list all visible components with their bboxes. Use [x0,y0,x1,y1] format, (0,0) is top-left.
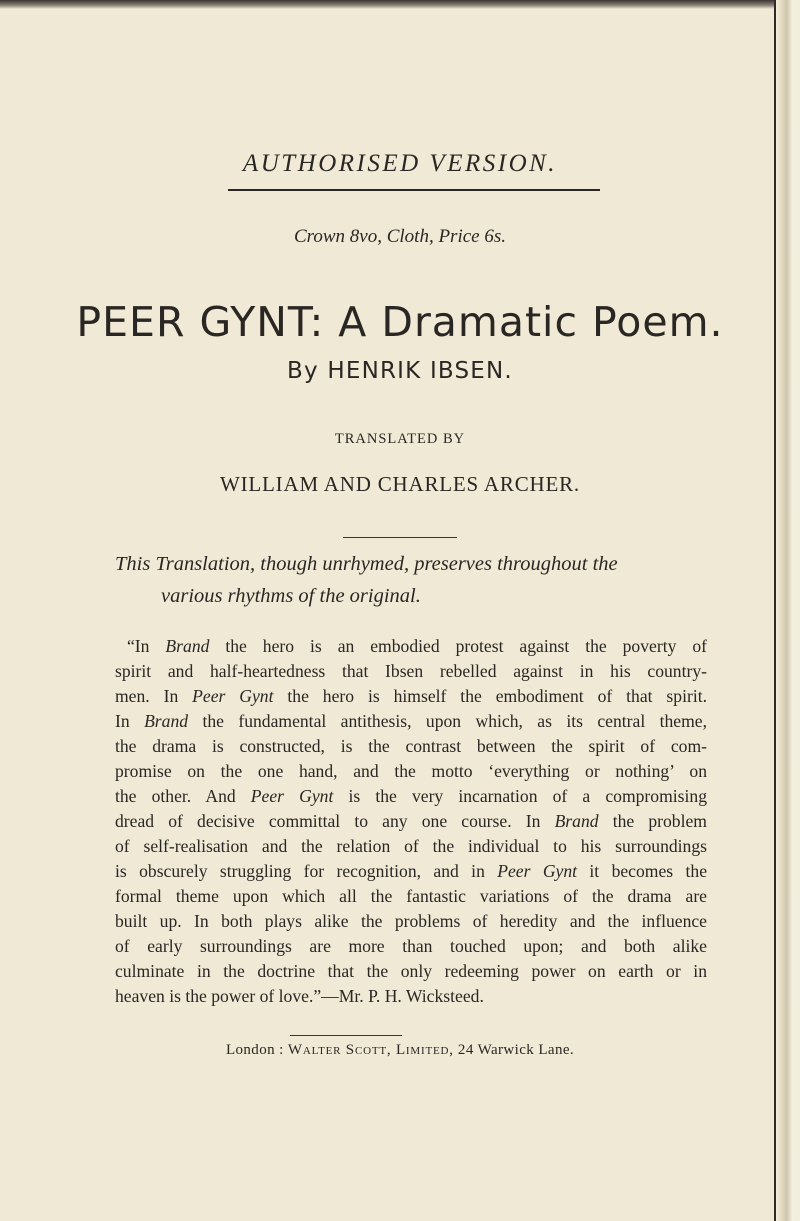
quote-line: spirit and half-heartedness that Ibsen rebelled against in his country- [115,661,707,681]
quote-line: promise on the one hand, and the motto ‘everything or nothing’ on [115,761,707,781]
quote-line: the other. And Peer Gynt is the very incarnation of a compromising [115,786,707,806]
page-top-edge [0,0,800,9]
imprint-address: 24 Warwick Lane. [453,1042,575,1058]
translation-note-line-2: various rhythms of the original. [161,585,421,607]
heading-underline [228,189,600,191]
authorised-version-heading: AUTHORISED VERSION. [242,150,558,177]
imprint-divider [290,1035,402,1036]
quote-line: “In Brand the hero is an embodied protest against the poverty of [127,636,707,656]
imprint-publisher: Walter Scott, Limited, [287,1042,454,1058]
author-line: By HENRIK IBSEN. [287,358,513,384]
translation-note [115,548,705,612]
edition-price-line: Crown 8vo, Cloth, Price 6s. [294,226,506,247]
quote-line: formal theme upon which all the fantastic variations of the drama are [115,886,707,906]
quote-line: built up. In both plays alike the problems of heredity and the influence [115,911,707,931]
publisher-imprint [0,1042,800,1059]
critic-quote [115,634,707,1009]
translated-by-label: TRANSLATED BY [334,431,466,447]
quote-line: men. In Peer Gynt the hero is himself the embodiment of that spirit. [115,686,707,706]
quote-line: In Brand the fundamental antithesis, upon which, as its central theme, [115,711,707,731]
translators-names: WILLIAM AND CHARLES ARCHER. [220,472,580,496]
imprint-city: London : [225,1042,288,1058]
quote-line: is obscurely struggling for recognition, and in Peer Gynt it becomes the [115,861,707,881]
quote-line: dread of decisive committal to any one course. In Brand the problem [115,811,707,831]
quote-line: of early surroundings are more than touched upon; and both alike [115,936,707,956]
quote-line: heaven is the power of love.”—Mr. P. H. Wicksteed. [115,986,484,1006]
book-spine-edge [774,0,800,1221]
quote-line: culminate in the doctrine that the only redeeming power on earth or in [115,961,707,981]
book-title: PEER GYNT: A Dramatic Poem. [76,298,724,346]
quote-line: of self-realisation and the relation of the individual to his surroundings [115,836,707,856]
quote-line: the drama is constructed, is the contrast between the spirit of com- [115,736,707,756]
section-divider [343,537,457,538]
translation-note-line-1: This Translation, though unrhymed, preserves throughout the [115,553,618,575]
